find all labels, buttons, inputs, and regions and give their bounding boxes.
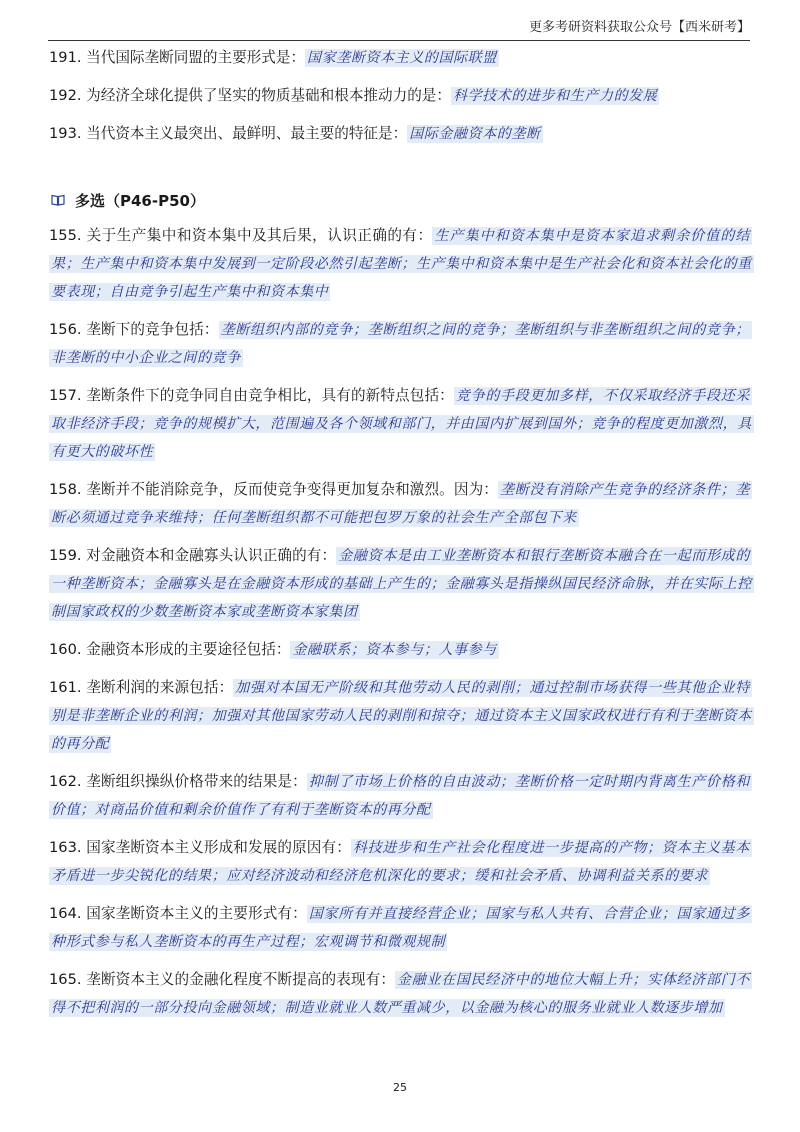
question-item <box>49 542 752 626</box>
answer-text: 竞争的手段更加多样，不仅采取经济手段还采取非经济手段；竞争的规模扩大，范围遍及各个领域和部门，并由国内扩展到国外；竞争的程度更加激烈，具有更大的破坏性 <box>51 388 752 460</box>
question-list <box>49 222 752 1022</box>
question-text: 191. 当代国际垄断同盟的主要形式是： <box>49 49 306 66</box>
question-text: 164. 国家垄断资本主义的主要形式有： <box>49 905 307 922</box>
question-text: 162. 垄断组织操纵价格带来的结果是： <box>49 773 307 790</box>
answer-text: 国家所有并直接经营企业；国家与私人共有、合营企业；国家通过多种形式参与私人垄断资本的再生产过程；宏观调节和微观规制 <box>51 906 751 950</box>
answer-text: 垄断组织内部的竞争；垄断组织之间的竞争；垄断组织与非垄断组织之间的竞争；非垄断的中小企业之间的竞争 <box>51 322 750 366</box>
question-text: 192. 为经济全球化提供了坚实的物质基础和根本推动力的是： <box>49 87 451 104</box>
question-text: 159. 对金融资本和金融寡头认识正确的有： <box>49 547 337 564</box>
answer-text: 科学技术的进步和生产力的发展 <box>452 88 658 104</box>
question-item <box>49 222 752 306</box>
question-item <box>49 82 752 110</box>
question-text: 165. 垄断资本主义的金融化程度不断提高的表现有： <box>49 971 396 988</box>
question-item <box>49 900 752 956</box>
question-item <box>49 674 752 758</box>
question-text: 156. 垄断下的竞争包括： <box>49 321 219 338</box>
book-icon <box>51 194 65 206</box>
question-text: 160. 金融资本形成的主要途径包括： <box>49 641 291 658</box>
answer-text: 金融业在国民经济中的地位大幅上升；实体经济部门不得不把利润的一部分投向金融领域；制造业就业人数严重减少，以金融为核心的服务业就业人数逐步增加 <box>51 972 750 1016</box>
question-text: 158. 垄断并不能消除竞争，反而使竞争变得更加复杂和激烈。因为： <box>49 481 499 498</box>
answer-text: 科技进步和生产社会化程度进一步提高的产物；资本主义基本矛盾进一步尖锐化的结果；应对经济波动和经济危机深化的要求；缓和社会矛盾、协调利益关系的要求 <box>51 840 750 884</box>
question-text: 193. 当代资本主义最突出、最鲜明、最主要的特征是： <box>49 125 408 142</box>
question-text: 155. 关于生产集中和资本集中及其后果，认识正确的有： <box>49 227 433 244</box>
header-text: 更多考研资料获取公众号【西米研考】 <box>528 20 750 35</box>
section-title: 多选（P46-P50） <box>75 191 205 210</box>
question-item <box>49 316 752 372</box>
page-number: 25 <box>393 1081 407 1094</box>
answer-text: 金融联系；资本参与；人事参与 <box>292 642 497 658</box>
page-content <box>49 44 752 1032</box>
question-item <box>49 966 752 1022</box>
page-header <box>48 14 750 41</box>
top-question-list <box>49 44 752 148</box>
question-text: 157. 垄断条件下的竞争同自由竞争相比，具有的新特点包括： <box>49 387 454 404</box>
question-item <box>49 120 752 148</box>
answer-text: 国际金融资本的垄断 <box>409 126 541 142</box>
section-heading <box>49 188 752 212</box>
question-text: 163. 国家垄断资本主义形成和发展的原因有： <box>49 839 351 856</box>
answer-text: 金融资本是由工业垄断资本和银行垄断资本融合在一起而形成的一种垄断资本；金融寡头是在金融资本形成的基础上产生的；金融寡头是指操纵国民经济命脉，并在实际上控制国家政权的少数垄断资本家或垄断资本家集团 <box>51 548 752 620</box>
question-item <box>49 44 752 72</box>
question-item <box>49 768 752 824</box>
answer-text: 生产集中和资本集中是资本家追求剩余价值的结果；生产集中和资本集中发展到一定阶段必然引起垄断；生产集中和资本集中是生产社会化和资本社会化的重要表现；自由竞争引起生产集中和资本集中 <box>51 228 752 300</box>
question-item <box>49 382 752 466</box>
question-text: 161. 垄断利润的来源包括： <box>49 679 234 696</box>
question-item <box>49 636 752 664</box>
question-item <box>49 834 752 890</box>
answer-text: 国家垄断资本主义的国际联盟 <box>307 50 497 66</box>
answer-text: 垄断没有消除产生竞争的经济条件；垄断必须通过竞争来维持；任何垄断组织都不可能把包罗万象的社会生产全部包下来 <box>51 482 751 526</box>
answer-text: 加强对本国无产阶级和其他劳动人民的剥削；通过控制市场获得一些其他企业特别是非垄断企业的利润；加强对其他国家劳动人民的剥削和掠夺；通过资本主义国家政权进行有利于垄断资本的再分配 <box>51 680 752 752</box>
question-item <box>49 476 752 532</box>
answer-text: 抑制了市场上价格的自由波动；垄断价格一定时期内背离生产价格和价值；对商品价值和剩余价值作了有利于垄断资本的再分配 <box>51 774 751 818</box>
